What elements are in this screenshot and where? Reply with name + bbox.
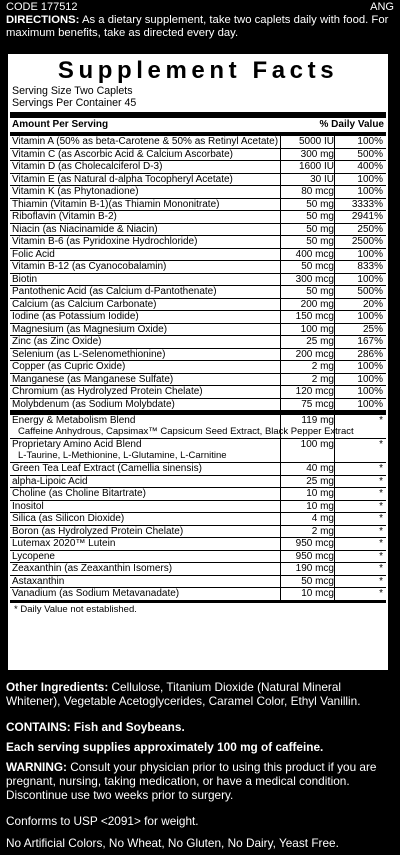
blend-list <box>8 415 388 463</box>
others-row <box>10 501 386 514</box>
amount: 2 mg <box>280 361 335 373</box>
nutrient-name: Vitamin B-6 (as Pyridoxine Hydrochloride) <box>12 236 198 247</box>
amount: 10 mg <box>280 488 335 500</box>
nutrient-name: Astaxanthin <box>12 575 65 587</box>
daily-value: * <box>334 538 384 550</box>
vitamins-row <box>10 236 386 249</box>
facts-title: Supplement Facts <box>57 57 339 84</box>
nutrient-name: Biotin <box>12 273 38 285</box>
amount: 25 mg <box>280 336 335 348</box>
nutrient-name: Copper (as Cupric Oxide) <box>12 361 126 372</box>
nutrient-name: Niacin (as Niacinamide & Niacin) <box>12 223 158 235</box>
nutrient-name: Manganese (as Manganese Sulfate) <box>12 373 174 385</box>
daily-value: * <box>334 463 384 475</box>
amount: 5000 IU <box>280 136 335 148</box>
amount: 200 mcg <box>280 349 335 361</box>
nutrient-name: Iodine (as Potassium Iodide) <box>12 311 139 322</box>
daily-value: 100% <box>334 274 384 286</box>
nutrient-name: Lycopene <box>12 550 55 562</box>
daily-value: * <box>334 415 384 438</box>
daily-value: 100% <box>334 174 384 186</box>
daily-value: * <box>334 588 384 600</box>
daily-value: 286% <box>334 349 384 361</box>
others-row <box>10 476 386 489</box>
daily-value: 250% <box>334 224 384 236</box>
nutrient-name: Vitamin B-12 (as Cyanocobalamin) <box>12 261 167 272</box>
other-ingredients-text: Cellulose, Titanium Dioxide (Natural Mineral Whitener), Vegetable Acetoglycerides, Caramel Color, Ethyl Vanillin. <box>6 680 361 708</box>
nutrient-name: Zinc (as Zinc Oxide) <box>12 336 102 347</box>
nutrient-name: Lutemax 2020™ Lutein <box>12 538 116 549</box>
others-row <box>10 526 386 539</box>
amount: 80 mcg <box>280 186 335 198</box>
amount: 10 mcg <box>280 588 335 600</box>
others-row <box>10 576 386 589</box>
right-code: ANG <box>370 1 394 13</box>
col-dv: % Daily Value <box>319 119 384 130</box>
vitamins-row <box>10 161 386 174</box>
daily-value: 100% <box>334 361 384 373</box>
blend-ingredients: Caffeine Anhydrous, Capsimax™ Capsicum Seed Extract, Black Pepper Extract <box>18 426 354 437</box>
amount: 50 mg <box>280 236 335 248</box>
nutrient-name: Vitamin C (as Ascorbic Acid & Calcium Ascorbate) <box>12 148 234 160</box>
daily-value: * <box>334 526 384 538</box>
daily-value: 400% <box>334 161 384 173</box>
nutrient-name: Zeaxanthin (as Zeaxanthin Isomers) <box>12 563 173 574</box>
amount: 950 mcg <box>280 551 335 563</box>
amount: 50 mg <box>280 286 335 298</box>
daily-value: 500% <box>334 149 384 161</box>
amount: 50 mcg <box>280 576 335 588</box>
supplement-facts-panel <box>6 52 390 672</box>
daily-value: * <box>334 576 384 588</box>
vitamins-row <box>10 186 386 199</box>
others-row <box>10 563 386 576</box>
vitamins-row <box>10 224 386 237</box>
blends-row <box>10 439 386 463</box>
nutrient-name: Selenium (as L-Selenomethionine) <box>12 348 166 360</box>
directions <box>6 14 394 39</box>
daily-value: 100% <box>334 311 384 323</box>
vitamins-row <box>10 361 386 374</box>
nutrient-name: alpha-Lipoic Acid <box>12 475 88 487</box>
vitamins-row <box>10 274 386 287</box>
product-code: CODE 177512 <box>6 1 78 13</box>
nutrient-name: Pantothenic Acid (as Calcium d-Pantothenate) <box>12 286 217 297</box>
daily-value: 2941% <box>334 211 384 223</box>
nutrient-name: Choline (as Choline Bitartrate) <box>12 488 146 499</box>
amount: 100 mg <box>280 324 335 336</box>
vitamins-row <box>10 286 386 299</box>
vitamins-row <box>10 211 386 224</box>
amount: 75 mcg <box>280 399 335 411</box>
daily-value: * <box>334 476 384 488</box>
amount: 119 mg <box>280 415 335 438</box>
nutrient-name: Vitamin K (as Phytonadione) <box>12 186 139 197</box>
nutrient-name: Boron (as Hydrolyzed Protein Chelate) <box>12 525 184 537</box>
amount: 50 mg <box>280 211 335 223</box>
nutrient-name: Riboflavin (Vitamin B-2) <box>12 211 117 222</box>
vitamins-row <box>10 149 386 162</box>
daily-value: 500% <box>334 286 384 298</box>
caffeine-note: Each serving supplies approximately 100 mg of caffeine. <box>6 740 324 754</box>
nutrient-name: Chromium (as Hydrolyzed Protein Chelate) <box>12 386 203 397</box>
daily-value: 100% <box>334 399 384 411</box>
daily-value: * <box>334 488 384 500</box>
amount: 2 mg <box>280 374 335 386</box>
nutrient-name: Thiamin (Vitamin B-1)(as Thiamin Mononitrate) <box>12 198 220 210</box>
amount: 4 mg <box>280 513 335 525</box>
amount: 40 mg <box>280 463 335 475</box>
nutrient-name: Folic Acid <box>12 248 55 260</box>
amount: 30 IU <box>280 174 335 186</box>
header-line <box>6 1 394 13</box>
daily-value: 100% <box>334 249 384 261</box>
contains: CONTAINS: Fish and Soybeans. <box>6 720 185 734</box>
blend-ingredients: L-Taurine, L-Methionine, L-Glutamine, L-Carnitine <box>18 450 227 461</box>
nutrient-name: Vitamin A (50% as beta-Carotene & 50% as Retinyl Acetate) <box>12 136 279 147</box>
vitamins-row <box>10 349 386 362</box>
daily-value: 100% <box>334 374 384 386</box>
vitamins-row <box>10 199 386 212</box>
serving-size: Serving Size Two Caplets <box>12 85 133 97</box>
daily-value: * <box>334 513 384 525</box>
other-ingredients <box>6 680 394 708</box>
nutrient-name: Magnesium (as Magnesium Oxide) <box>12 323 168 335</box>
others-row <box>10 488 386 501</box>
daily-value: 25% <box>334 324 384 336</box>
directions-label: DIRECTIONS: <box>6 14 80 26</box>
warning <box>6 760 394 802</box>
amount: 10 mg <box>280 501 335 513</box>
amount: 120 mcg <box>280 386 335 398</box>
vitamins-row <box>10 386 386 399</box>
blends-row <box>10 415 386 439</box>
amount: 100 mg <box>280 439 335 462</box>
free-from: No Artificial Colors, No Wheat, No Gluten, No Dairy, Yeast Free. <box>6 836 339 850</box>
warning-label: WARNING: <box>6 760 67 774</box>
daily-value: 833% <box>334 261 384 273</box>
vitamins-row <box>10 174 386 187</box>
amount: 1600 IU <box>280 161 335 173</box>
vitamins-row <box>10 336 386 349</box>
nutrient-name: Inositol <box>12 500 44 512</box>
conforms: Conforms to USP <2091> for weight. <box>6 814 199 828</box>
vitamins-row <box>10 249 386 262</box>
vitamins-row <box>10 374 386 387</box>
nutrient-name: Silica (as Silicon Dioxide) <box>12 513 125 524</box>
nutrient-name: Calcium (as Calcium Carbonate) <box>12 298 157 310</box>
others-row <box>10 588 386 601</box>
nutrient-name: Proprietary Amino Acid Blend <box>12 439 142 450</box>
others-row <box>10 538 386 551</box>
vitamins-row <box>10 311 386 324</box>
amount: 190 mcg <box>280 563 335 575</box>
servings-per-container: Servings Per Container 45 <box>12 96 137 109</box>
nutrient-name: Energy & Metabolism Blend <box>12 415 136 426</box>
daily-value: 3333% <box>334 199 384 211</box>
amount: 200 mg <box>280 299 335 311</box>
nutrient-name: Green Tea Leaf Extract (Camellia sinensis) <box>12 463 202 474</box>
nutrient-name: Vitamin E (as Natural d-alpha Tocopheryl Acetate) <box>12 173 233 185</box>
nutrient-name: Molybdenum (as Sodium Molybdate) <box>12 398 175 410</box>
warning-text: Consult your physician prior to using this product if you are pregnant, nursing, taking medication, or have a medical condition. Discontinue use two weeks prior to surgery. <box>6 760 377 802</box>
daily-value: * <box>334 439 384 462</box>
daily-value: 100% <box>334 136 384 148</box>
daily-value: 2500% <box>334 236 384 248</box>
vitamins-row <box>10 261 386 274</box>
amount: 150 mcg <box>280 311 335 323</box>
others-row <box>10 463 386 476</box>
nutrient-name: Vitamin D (as Cholecalciferol D-3) <box>12 161 163 172</box>
amount: 300 mg <box>280 149 335 161</box>
daily-value: * <box>334 551 384 563</box>
col-amount: Amount Per Serving <box>12 119 109 130</box>
daily-value: 20% <box>334 299 384 311</box>
amount: 50 mg <box>280 224 335 236</box>
amount: 950 mcg <box>280 538 335 550</box>
other-ingredients-label: Other Ingredients: <box>6 680 109 694</box>
vitamins-row <box>10 299 386 312</box>
daily-value: * <box>334 501 384 513</box>
daily-value: * <box>334 563 384 575</box>
daily-value: 100% <box>334 186 384 198</box>
daily-value: 167% <box>334 336 384 348</box>
footnote: * Daily Value not established. <box>10 601 386 616</box>
amount: 50 mcg <box>280 261 335 273</box>
amount: 400 mcg <box>280 249 335 261</box>
directions-text: As a dietary supplement, take two caplets daily with food. For maximum benefits, take as directed every day. <box>6 14 389 39</box>
vitamins-row <box>10 136 386 149</box>
daily-value: 100% <box>334 386 384 398</box>
vitamins-row <box>10 324 386 337</box>
others-row <box>10 551 386 564</box>
amount: 2 mg <box>280 526 335 538</box>
other-list <box>8 463 388 601</box>
amount: 25 mg <box>280 476 335 488</box>
column-header <box>8 118 388 132</box>
nutrient-name: Vanadium (as Sodium Metavanadate) <box>12 588 180 599</box>
vitamins-row <box>10 399 386 412</box>
amount: 50 mg <box>280 199 335 211</box>
vitamin-list <box>8 136 388 411</box>
amount: 300 mcg <box>280 274 335 286</box>
others-row <box>10 513 386 526</box>
